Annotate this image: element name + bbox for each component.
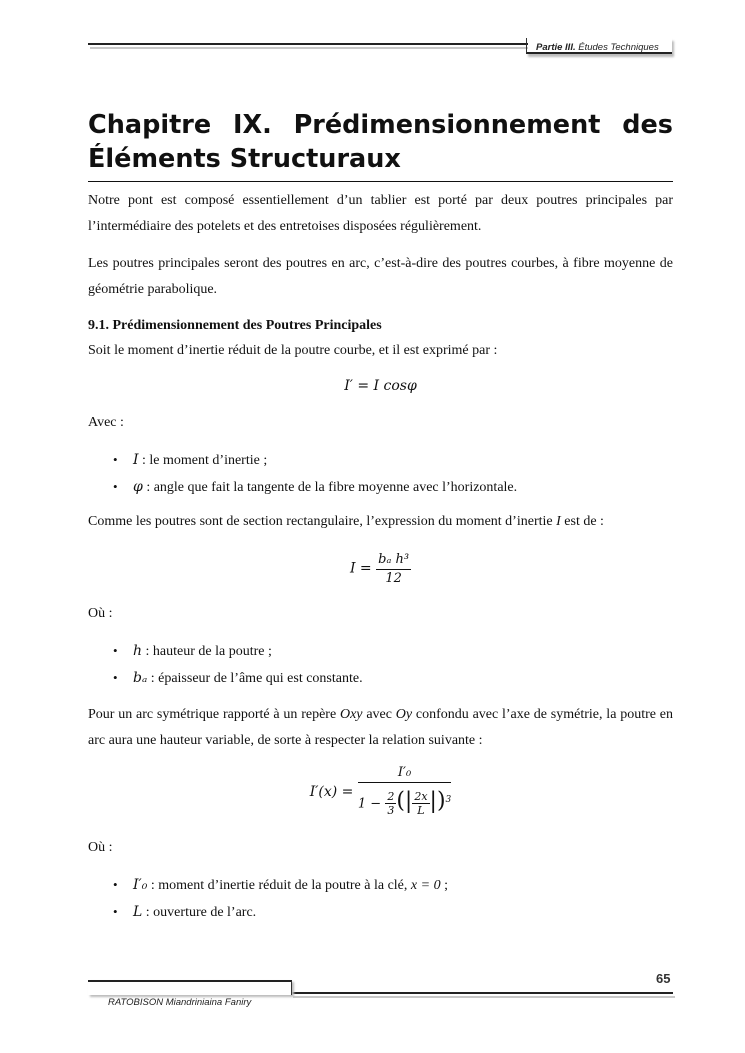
list-text: : ouverture de l’arc.	[142, 905, 257, 920]
eq2-denominator: 12	[385, 571, 402, 586]
list-symbol: I	[133, 452, 139, 468]
list-symbol: I′₀	[133, 877, 148, 893]
list-end: ;	[440, 878, 448, 893]
arc-paragraph	[88, 702, 673, 754]
list-item	[113, 904, 256, 921]
equation-1	[88, 378, 673, 395]
bullet-icon: •	[113, 643, 118, 658]
rect-text-2: est de :	[560, 514, 604, 529]
list-item	[113, 670, 363, 687]
footer-author: RATOBISON Miandriniaina Faniry	[108, 997, 252, 1008]
eq1-rhs: I cosφ	[373, 378, 417, 394]
arc-oxy: Oxy	[339, 707, 363, 722]
eq2-lhs: I =	[349, 560, 377, 577]
ou-label-2: Où :	[88, 840, 113, 855]
rect-symbol: I	[556, 514, 561, 529]
list-text: : angle que fait la tangente de la fibre moyenne avec l’horizontale.	[142, 480, 518, 495]
paragraph-2: Les poutres principales seront des poutres en arc, c’est-à-dire des poutres courbes, à fibre moyenne de géométrie parabolique.	[88, 256, 673, 297]
eq3-lhs: I′(x) =	[309, 783, 358, 800]
title-rule	[88, 181, 673, 182]
list-text: : épaisseur de l’âme qui est constante.	[147, 671, 363, 686]
equation-3	[88, 764, 673, 821]
rect-sentence	[88, 514, 604, 530]
eq3-two-thirds	[385, 790, 396, 817]
eq3-numerator: I′₀	[358, 764, 451, 783]
arc-text-2: avec	[362, 707, 396, 722]
title-line-2: Éléments Structuraux	[88, 144, 401, 174]
avec-label: Avec :	[88, 415, 124, 430]
bullet-icon: •	[113, 479, 118, 494]
list-symbol: φ	[133, 479, 143, 495]
title-word-4: des	[622, 110, 673, 140]
eq2-numerator: bₐ h³	[376, 551, 411, 570]
eq3-denominator: 1 − $\frac{2}{3}$ (| $\frac{2x}{L}$ |)$^3$	[357, 788, 452, 818]
title-word-1: Chapitre	[88, 110, 212, 140]
bullet-icon: •	[113, 670, 118, 685]
paragraph-1: Notre pont est composé essentiellement d’un tablier est porté par deux poutres principales par l’intermédiaire des potelets et des entretoises disposées régulièrement.	[88, 193, 673, 234]
page-number: 65	[656, 971, 671, 986]
eq3-three: 3	[387, 804, 395, 818]
list-item	[113, 643, 272, 660]
header-section: Études Techniques	[578, 42, 659, 53]
list-extra: x = 0	[410, 878, 441, 893]
list-item	[113, 452, 267, 469]
bullet-icon: •	[113, 904, 118, 919]
eq3-inner-fraction	[412, 790, 429, 817]
rect-text-1: Comme les poutres sont de section rectangulaire, l’expression du moment d’inertie	[88, 514, 557, 529]
list-symbol: L	[133, 904, 143, 920]
arc-text-3: confondu avec l’axe de symétrie, la poutre en arc aura une hauteur variable, de sorte à respecter la relation suivante :	[88, 707, 673, 748]
header-part: Partie III.	[536, 42, 576, 53]
eq3-two: 2	[387, 790, 395, 804]
title-word-2: IX.	[232, 110, 272, 140]
list-item	[113, 877, 448, 894]
eq3-exponent: 3	[445, 795, 452, 805]
footer-tab	[88, 980, 292, 995]
chapter-title	[88, 108, 673, 176]
list-symbol: bₐ	[133, 670, 148, 686]
eq1-lhs: I′ =	[344, 378, 374, 394]
eq3-fraction	[358, 764, 451, 821]
arc-text-1: Pour un arc symétrique rapporté à un repère	[88, 707, 340, 722]
running-header	[536, 42, 659, 53]
intro-sentence: Soit le moment d’inertie réduit de la poutre courbe, et il est exprimé par :	[88, 343, 498, 358]
eq3-2x: 2x	[414, 790, 428, 804]
equation-2	[88, 551, 673, 588]
bullet-icon: •	[113, 877, 118, 892]
footer-rule-shadow	[293, 996, 675, 998]
eq3-L: L	[417, 804, 425, 818]
list-text: : hauteur de la poutre ;	[142, 644, 272, 659]
list-text: : le moment d’inertie ;	[138, 453, 268, 468]
title-word-3: Prédimensionnement	[293, 110, 601, 140]
eq2-fraction	[376, 551, 411, 588]
list-text: : moment d’inertie réduit de la poutre à la clé,	[147, 878, 411, 893]
list-symbol: h	[133, 643, 143, 659]
arc-oy: Oy	[395, 707, 413, 722]
list-item	[113, 479, 517, 496]
header-rule-shadow	[90, 47, 528, 49]
ou-label-1: Où :	[88, 606, 113, 621]
eq3-one-minus: 1 −	[357, 796, 386, 812]
footer-rule	[291, 992, 673, 994]
bullet-icon: •	[113, 452, 118, 467]
header-rule	[88, 43, 528, 45]
section-heading: 9.1. Prédimensionnement des Poutres Principales	[88, 318, 382, 333]
